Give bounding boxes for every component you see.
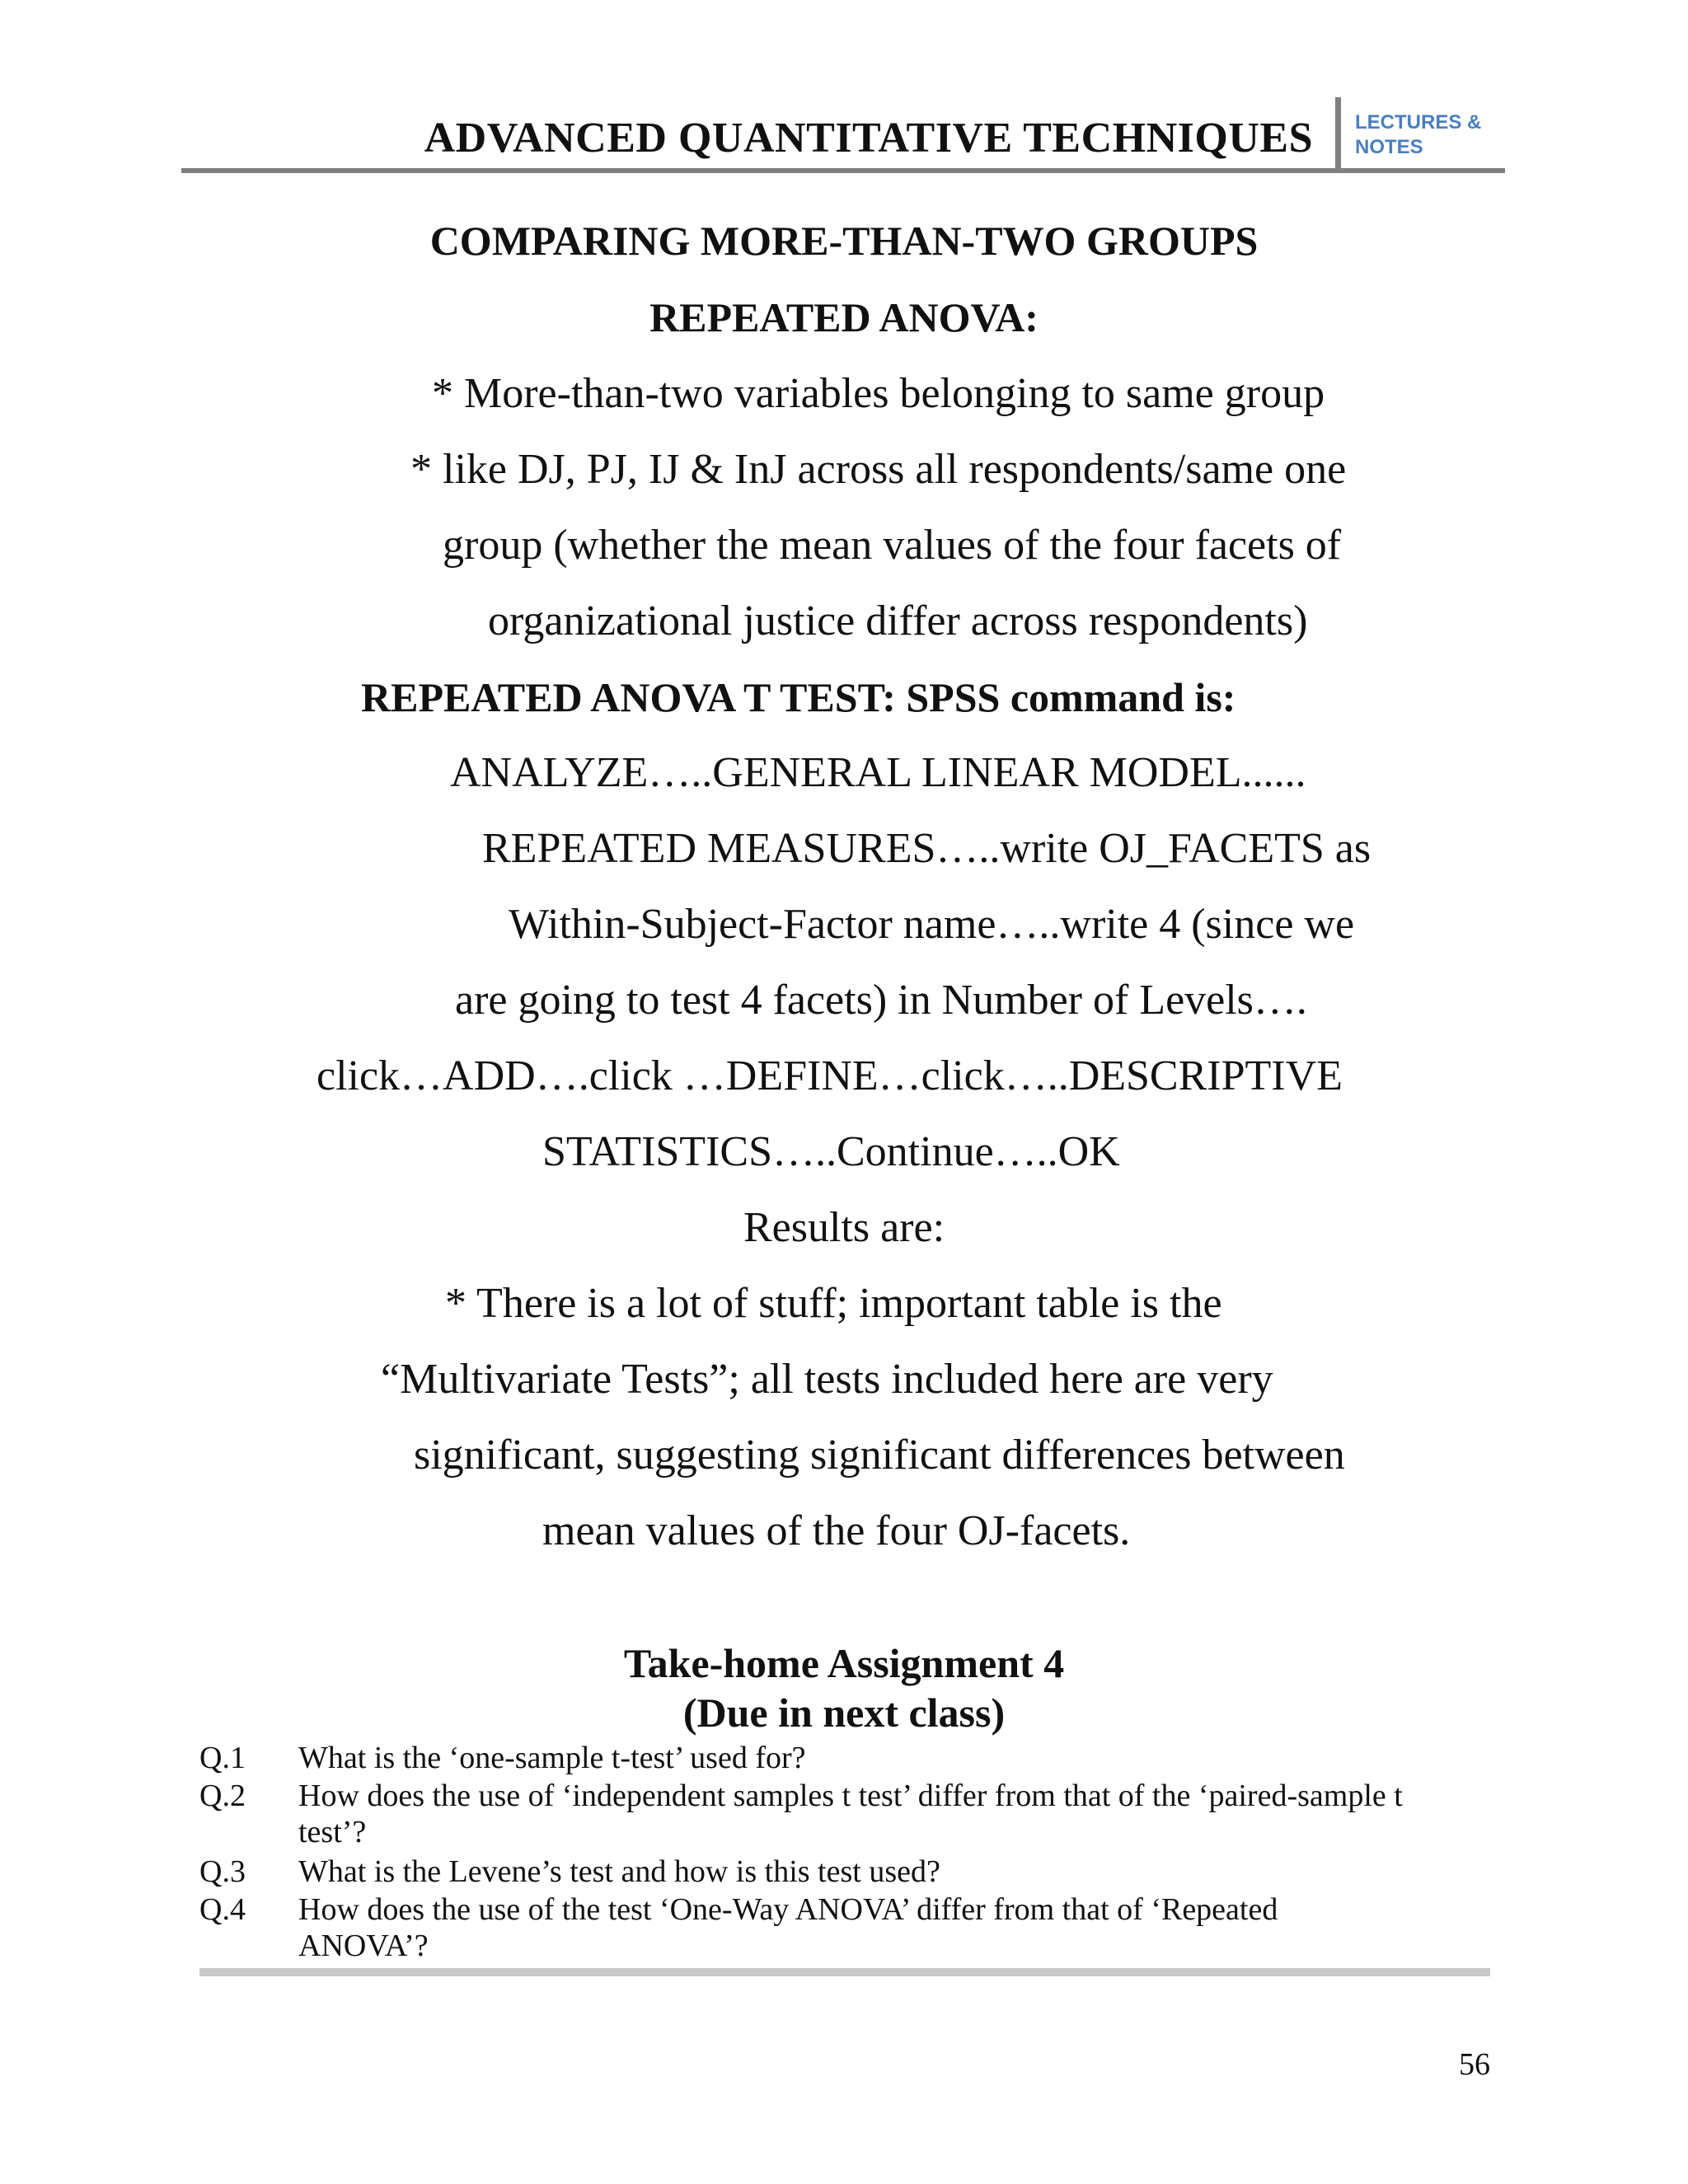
spss-heading: REPEATED ANOVA T TEST: SPSS command is:: [361, 674, 1236, 720]
question-text-continued: test’?: [298, 1815, 367, 1849]
assignment-due: (Due in next class): [682, 1690, 1006, 1736]
question-number: Q.4: [199, 1892, 246, 1927]
body-line: organizational justice differ across respondents): [488, 598, 1308, 644]
header-rule: [181, 168, 1505, 173]
results-line: mean values of the four OJ-facets.: [542, 1507, 1131, 1554]
question-number: Q.1: [199, 1741, 246, 1775]
body-line: * More-than-two variables belonging to same group: [432, 370, 1325, 417]
section-subtitle: REPEATED ANOVA:: [649, 294, 1039, 340]
question-text: What is the Levene’s test and how is this test used?: [298, 1854, 940, 1889]
header-separator: [1335, 97, 1341, 170]
spss-line: REPEATED MEASURES…..write OJ_FACETS as: [482, 825, 1372, 872]
question-text: What is the ‘one-sample t-test’ used for?: [298, 1741, 806, 1775]
header-tag: [1355, 110, 1481, 160]
results-heading: Results are:: [743, 1204, 945, 1251]
question-number: Q.2: [199, 1779, 246, 1813]
results-line: significant, suggesting significant differences between: [414, 1432, 1345, 1479]
spss-line: Within-Subject-Factor name…..write 4 (since we: [509, 901, 1355, 948]
spss-line: STATISTICS…..Continue…..OK: [542, 1128, 1120, 1175]
body-line: group (whether the mean values of the four facets of: [443, 522, 1342, 569]
body-line: * like DJ, PJ, IJ & InJ across all respondents/same one: [410, 446, 1347, 493]
section-title: COMPARING MORE-THAN-TWO GROUPS: [429, 218, 1259, 264]
page-header: [181, 97, 1505, 173]
question-number: Q.3: [199, 1854, 246, 1889]
question-text: How does the use of ‘independent samples t test’ differ from that of the ‘paired-sample t: [298, 1779, 1403, 1813]
header-tag-line1: LECTURES &: [1355, 111, 1482, 134]
results-line: “Multivariate Tests”; all tests included here are very: [381, 1356, 1273, 1403]
spss-line: ANALYZE…..GENERAL LINEAR MODEL......: [450, 749, 1306, 796]
header-title: ADVANCED QUANTITATIVE TECHNIQUES: [424, 115, 1313, 162]
question-text-continued: ANOVA’?: [298, 1929, 429, 1963]
bottom-rule: [199, 1968, 1490, 1976]
header-tag-line2: NOTES: [1355, 136, 1423, 158]
spss-line: are going to test 4 facets) in Number of Levels….: [455, 977, 1307, 1024]
results-line: * There is a lot of stuff; important table is the: [445, 1280, 1222, 1327]
assignment-title: Take-home Assignment 4: [623, 1640, 1065, 1686]
question-text: How does the use of the test ‘One-Way ANOVA’ differ from that of ‘Repeated: [298, 1892, 1278, 1927]
page-number: 56: [1459, 2047, 1490, 2082]
spss-line: click…ADD….click …DEFINE…click…..DESCRIPTIVE: [316, 1052, 1343, 1099]
